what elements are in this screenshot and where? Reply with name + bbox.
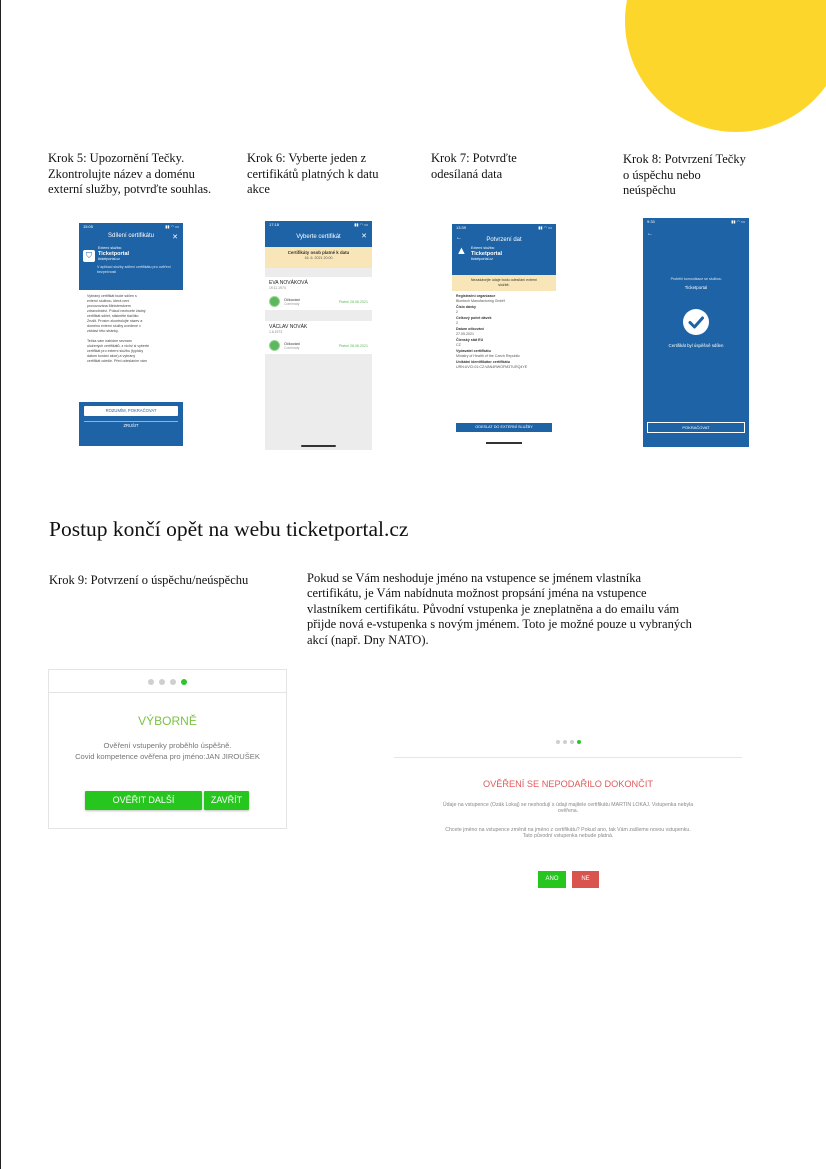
consent-text-line: certifikát odešle. Před odesláním vám (87, 359, 147, 363)
consent-text-line: zdravotnictví. Pokud nechcete žádný (87, 309, 146, 313)
step-6-line: Krok 6: Vyberte jeden z (247, 151, 367, 165)
service-note: V aplikaci služby sdílení certifikátu pro ověření bezpečnosti (97, 265, 171, 274)
person-name: EVA NOVÁKOVÁ (269, 280, 308, 286)
divider (49, 692, 286, 693)
step-5-line: Krok 5: Upozornění Tečky. (48, 151, 185, 165)
banner-line: Certifikáty osob platné k datu (287, 250, 350, 255)
warning-line: službě. (498, 283, 510, 287)
certificate-type: Očkování (284, 297, 301, 302)
status-time: 13:39 (456, 225, 467, 230)
screen-title: Potvrzení dat (486, 237, 522, 243)
active-step-dot (181, 679, 187, 685)
service-domain: ticketportal.cz (471, 257, 493, 261)
step-5-line: Zkontrolujte název a doménu (48, 166, 195, 181)
step-7-line: Krok 7: Potvrďte (431, 151, 517, 165)
certificate-validity: Platné 28.06.2021 (338, 299, 368, 304)
field-label: Číslo dávky (456, 305, 476, 309)
field-label: Celkový počet dávek (456, 316, 492, 320)
failure-question: Chcete jméno na vstupence změnit na jméno z certifikátu? Pokud ano, tak Vám zašleme novou vstupenku. (445, 827, 691, 833)
step-5-line: externí služby, potvrďte souhlas. (48, 182, 212, 196)
close-icon[interactable]: ✕ (172, 234, 178, 241)
status-time: 15:05 (83, 224, 94, 229)
step-6-line: akce (247, 182, 270, 196)
status-bar (265, 221, 372, 231)
step-7-line: odesílaná data (431, 166, 503, 181)
consent-text-line: uložených certifikátů, z nichž si vyberte (87, 344, 150, 348)
close-button[interactable]: ZAVŘÍT (204, 791, 249, 810)
certificate-info (284, 342, 300, 350)
step-dot (170, 679, 176, 685)
signal-icon: ▮▮ ◠ ▭ (731, 219, 745, 224)
success-line: Ověření vstupenky proběhlo úspěšně. (103, 741, 232, 750)
paragraph-line: akcí (např. Dny NATO). (307, 632, 429, 647)
step-7-caption (431, 151, 591, 182)
agree-continue-button[interactable]: ROZUMÍM, POKRAČOVAT (84, 406, 178, 416)
field-label: Vydavatel certifikátu (456, 349, 491, 353)
consent-text-line: záhlaví této stránky. (87, 329, 119, 333)
communication-text: Proběhl komunikace se službou (670, 277, 722, 281)
field-label: Registrační organizace (456, 294, 496, 298)
person-dob: 1.6.1973 (269, 330, 283, 334)
failure-line: Údaje na vstupence (Ozák Lokaj) se neshodují s údaji majitele certifikátu MARTIN LOKAJ. Vstupenka nebyla (442, 802, 694, 808)
field-value: 2 (456, 321, 458, 325)
step-6-line: certifikátů platných k datu (247, 166, 379, 181)
status-bar (452, 224, 556, 234)
certificate-vaccine: Comirnaty (284, 301, 300, 306)
signal-icon: ▮▮ ◠ ▭ (538, 225, 552, 230)
failure-line: ověřena. (557, 808, 579, 814)
verify-next-ticket-button[interactable]: OVĚŘIT DALŠÍ VSTUPENKU (85, 791, 202, 810)
certificate-vaccine: Comirnaty (284, 345, 300, 350)
success-check-icon (683, 309, 709, 335)
status-bar (79, 223, 183, 233)
back-arrow-icon[interactable]: ← (456, 235, 462, 241)
phone-screenshot-step-8 (643, 218, 749, 447)
data-fields (452, 291, 556, 370)
phone-screenshot-step-6 (265, 221, 372, 450)
consent-text-line: provozována Ministerstvem (87, 304, 131, 308)
service-label: Externí služba: (98, 246, 122, 250)
decorative-yellow-circle (625, 0, 826, 132)
phone-screenshot-step-5 (79, 223, 183, 446)
screen-title: Vyberte certifikát (296, 234, 341, 240)
close-icon[interactable]: ✕ (361, 233, 367, 240)
certificate-type: Očkování (284, 341, 301, 346)
certificate-row[interactable] (269, 296, 368, 307)
back-arrow-icon[interactable]: ← (647, 231, 653, 237)
status-time: 17:18 (269, 222, 280, 227)
step-8-line: neúspěchu (623, 183, 676, 197)
home-indicator (301, 445, 336, 447)
active-step-dot (577, 740, 581, 744)
divider (84, 421, 178, 422)
field-value: Biontech Manufacturing GmbH (456, 299, 506, 303)
consent-text-line: doménu externí služby uvedené v (87, 324, 141, 328)
field-label: Členský stát EU (456, 338, 484, 342)
yes-button[interactable]: ANO (538, 871, 566, 888)
failure-title: OVĚŘENÍ SE NEPODAŘILO DOKONČIT (482, 779, 653, 789)
continue-button[interactable]: POKRAČOVAT (647, 422, 745, 433)
app-header (79, 233, 183, 245)
paragraph-line: Pokud se Vám neshoduje jméno na vstupence se jménem vlastníka (307, 571, 642, 585)
signal-icon: ▮▮ ◠ ▭ (165, 224, 179, 229)
service-name: Ticketportal (684, 285, 708, 290)
shield-icon: ⛉ (83, 250, 95, 262)
app-header (265, 221, 372, 247)
field-value: CZ (456, 343, 461, 347)
cancel-button[interactable]: ZRUŠIT (123, 423, 139, 428)
step-5-caption (48, 151, 248, 198)
consent-text-line: Vybraný certifikát bude sdílen s (87, 294, 137, 298)
section-heading: Postup končí opět na webu ticketportal.cz (49, 517, 409, 541)
send-to-service-button[interactable]: ODESLAT DO EXTERNÍ SLUŽBY (456, 423, 552, 432)
success-title: VÝBORNĚ (138, 714, 197, 728)
paragraph-line: přijde nová e-vstupenka s novým jménem. Toto je možné pouze u vybraných (307, 617, 692, 632)
certificate-validity: Platné 28.06.2021 (338, 343, 368, 348)
failure-card (394, 740, 742, 900)
step-dot (563, 740, 567, 744)
status-bar (643, 218, 749, 228)
field-value: 27.05.2021 (456, 332, 474, 336)
field-value: 2 (456, 310, 458, 314)
signal-icon: ▮▮ ◠ ▭ (354, 222, 368, 227)
service-name: Ticketportal (471, 251, 503, 257)
person-name: VÁCLAV NOVÁK (269, 324, 308, 330)
person-card (265, 277, 372, 310)
screen-title: Sdílení certifikátu (107, 233, 155, 239)
paragraph-line: vlastníkem certifikátu. Původní vstupenka je zneplatněna a do emailu vám (307, 601, 680, 616)
date-banner (265, 247, 372, 268)
person-card (265, 321, 372, 354)
service-info (452, 243, 556, 265)
field-value: URN:UVCI:01:CZ:VAN4RWOFM3TURQ4YE (456, 365, 528, 369)
consent-text-line: certifikát pro externí službu (typicky (87, 349, 144, 353)
banner-date: 16. 6. 2021 20:00 (304, 255, 333, 260)
progress-dots (394, 740, 742, 744)
no-button[interactable]: NE (572, 871, 599, 888)
step-dot (570, 740, 574, 744)
consent-text-line: Zrušit. Prosím zkontrolujte název a (87, 319, 143, 323)
warning-icon: ▲ (456, 245, 467, 257)
divider (394, 757, 742, 758)
consent-text (79, 290, 183, 368)
paragraph-line: certifikátu, je Vám nabídnuta možnost propsání jména na vstupence (307, 586, 647, 601)
service-info (79, 245, 183, 263)
consent-text-line: Tečka vám nabídne seznam (87, 339, 132, 343)
vaccination-check-icon (269, 340, 280, 351)
step-9-caption: Krok 9: Potvrzení o úspěchu/neúspěchu (49, 573, 249, 587)
consent-text-line: externí službou, která není (87, 299, 130, 303)
certificate-row[interactable] (269, 340, 368, 351)
step-8-line: Krok 8: Potvrzení Tečky (623, 152, 746, 166)
field-value: Ministry of Health of the Czech Republic (456, 354, 520, 358)
consent-text-line: certifikát sdílet, stiskněte tlačítko (87, 314, 139, 318)
success-line: Covid kompetence ověřena pro jméno:JAN JIROUŠEK (75, 752, 260, 761)
field-label: Datum očkování (456, 327, 484, 331)
service-label: Externí služba: (471, 246, 495, 250)
failure-question: Tato původní vstupenka nebude platná. (522, 833, 614, 839)
warning-banner (452, 275, 556, 291)
step-dot (556, 740, 560, 744)
step-8-line: o úspěchu nebo (623, 167, 701, 182)
phone-screenshot-step-7 (452, 224, 556, 446)
success-message: Certifikát byl úspěšně sdílen (668, 343, 724, 348)
app-header (452, 224, 556, 275)
vaccination-check-icon (269, 296, 280, 307)
person-list (265, 277, 372, 354)
step-6-caption (247, 151, 417, 198)
step-dot (159, 679, 165, 685)
consent-text-line: datum konání akce) a vybraný (87, 354, 136, 358)
page-left-border (0, 0, 1, 1169)
field-label: Unikátní identifikátor certifikátu (456, 360, 510, 364)
home-indicator (486, 442, 522, 444)
consent-text-panel (79, 290, 183, 402)
service-domain: ticketportal.cz (98, 257, 120, 261)
step-dot (148, 679, 154, 685)
person-dob: 19.11.1974 (269, 286, 286, 290)
success-card (48, 669, 287, 829)
name-mismatch-paragraph (307, 571, 767, 648)
progress-dots (49, 679, 286, 685)
warning-line: Nezadávejte údaje bodu odesílání externí (470, 278, 538, 282)
service-name: Ticketportal (98, 251, 130, 257)
certificate-info (284, 298, 300, 306)
step-8-caption (623, 152, 793, 199)
status-time: 9:33 (647, 219, 655, 224)
